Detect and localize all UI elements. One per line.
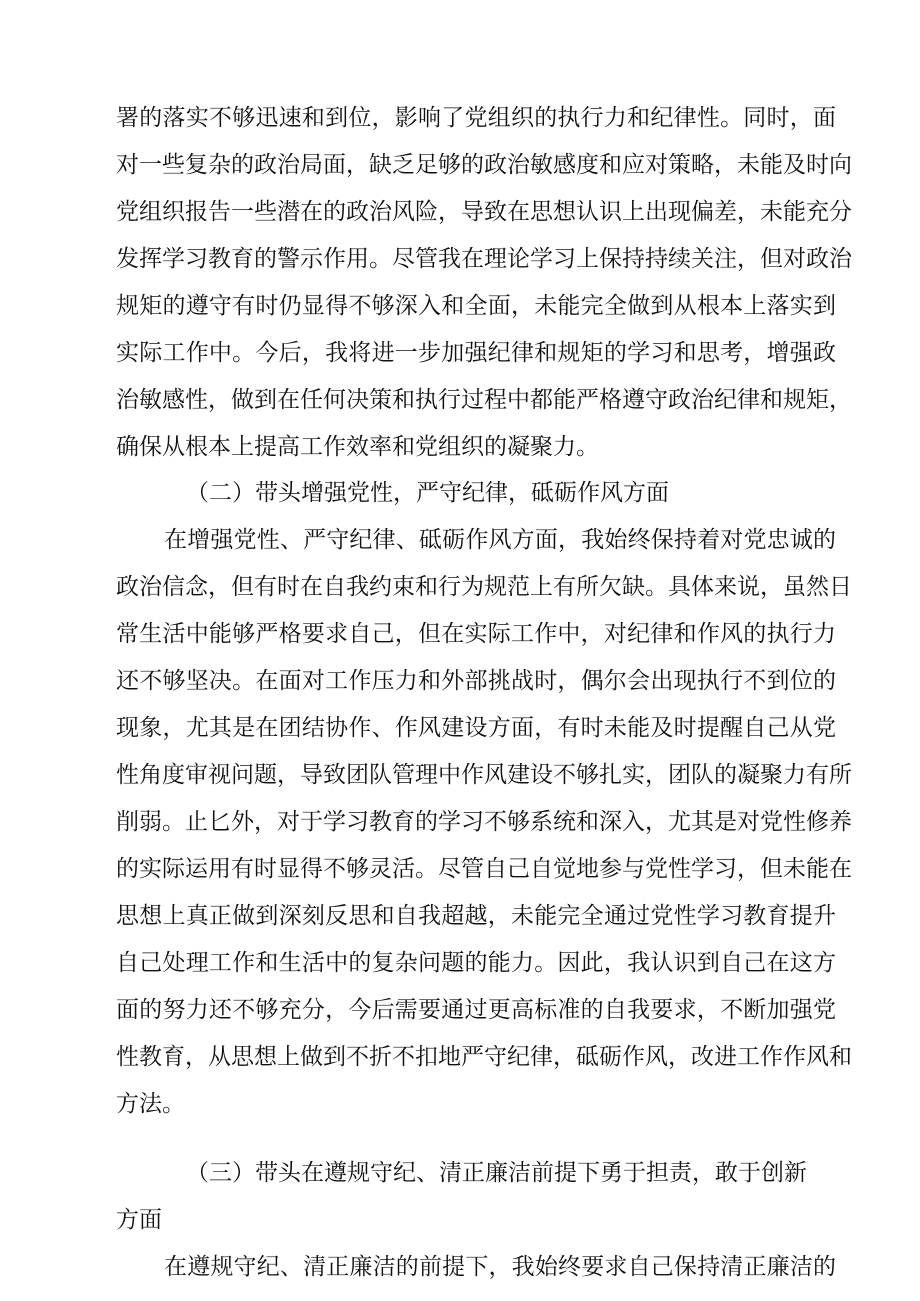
paragraph-1-line-3: 党组织报告一些潜在的政治风险，导致在思想认识上出现偏差，未能充分 [116,199,852,225]
paragraph-1-line-7: 治敏感性，做到在任何决策和执行过程中都能严格遵守政治纪律和规矩， [116,387,852,413]
paragraph-2-line-12: 性教育，从思想上做到不折不扣地严守纪律，砥砺作风，改进工作作风和 [116,1044,852,1070]
paragraph-2-line-7: 削弱。止匕外，对于学习教育的学习不够系统和深入，尤其是对党性修养 [116,809,852,835]
paragraph-1-line-1: 署的落实不够迅速和到位，影响了党组织的执行力和纪律性。同时，面 [116,105,836,131]
section-heading-3-continued: 方面 [116,1207,162,1233]
paragraph-2-line-13: 方法。 [116,1091,185,1117]
paragraph-2-line-8: 的实际运用有时显得不够灵活。尽管自己自觉地参与党性学习，但未能在 [116,856,852,882]
paragraph-2-line-2: 政治信念，但有时在自我约束和行为规范上有所欠缺。具体来说，虽然日 [116,574,852,600]
paragraph-2-line-9: 思想上真正做到深刻反思和自我超越，未能完全通过党性学习教育提升 [116,903,836,929]
paragraph-3-line-1: 在遵规守纪、清正廉洁的前提下，我始终要求自己保持清正廉洁的 [164,1254,836,1280]
paragraph-2-line-11: 面的努力还不够充分，今后需要通过更高标准的自我要求，不断加强党 [116,997,836,1023]
paragraph-1-line-5: 规矩的遵守有时仍显得不够深入和全面，未能完全做到从根本上落实到 [116,293,836,319]
paragraph-2-line-6: 性角度审视问题，导致团队管理中作风建设不够扎实，团队的凝聚力有所 [116,762,852,788]
paragraph-2-line-4: 还不够坚决。在面对工作压力和外部挑战时，偶尔会出现执行不到位的 [116,668,836,694]
paragraph-1-line-2: 对一些复杂的政治局面，缺乏足够的政治敏感度和应对策略，未能及时向 [116,152,852,178]
paragraph-2-line-3: 常生活中能够严格要求自己，但在实际工作中，对纪律和作风的执行力 [116,621,836,647]
section-heading-2: （二）带头增强党性，严守纪律，砥砺作风方面 [186,480,669,506]
section-heading-3: （三）带头在遵规守纪、清正廉洁前提下勇于担责，敢于创新 [186,1160,807,1186]
paragraph-1-line-6: 实际工作中。今后，我将进一步加强纪律和规矩的学习和思考，增强政 [116,340,836,366]
paragraph-2-line-10: 自己处理工作和生活中的复杂问题的能力。因此，我认识到自己在这方 [116,950,836,976]
paragraph-2-line-5: 现象，尤其是在团结协作、作风建设方面，有时未能及时提醒自己从党 [116,715,836,741]
paragraph-2-line-1: 在增强党性、严守纪律、砥砺作风方面，我始终保持着对党忠诚的 [164,527,836,553]
paragraph-1-line-8: 确保从根本上提高工作效率和党组织的凝聚力。 [116,434,599,460]
paragraph-1-line-4: 发挥学习教育的警示作用。尽管我在理论学习上保持持续关注，但对政治 [116,246,852,272]
